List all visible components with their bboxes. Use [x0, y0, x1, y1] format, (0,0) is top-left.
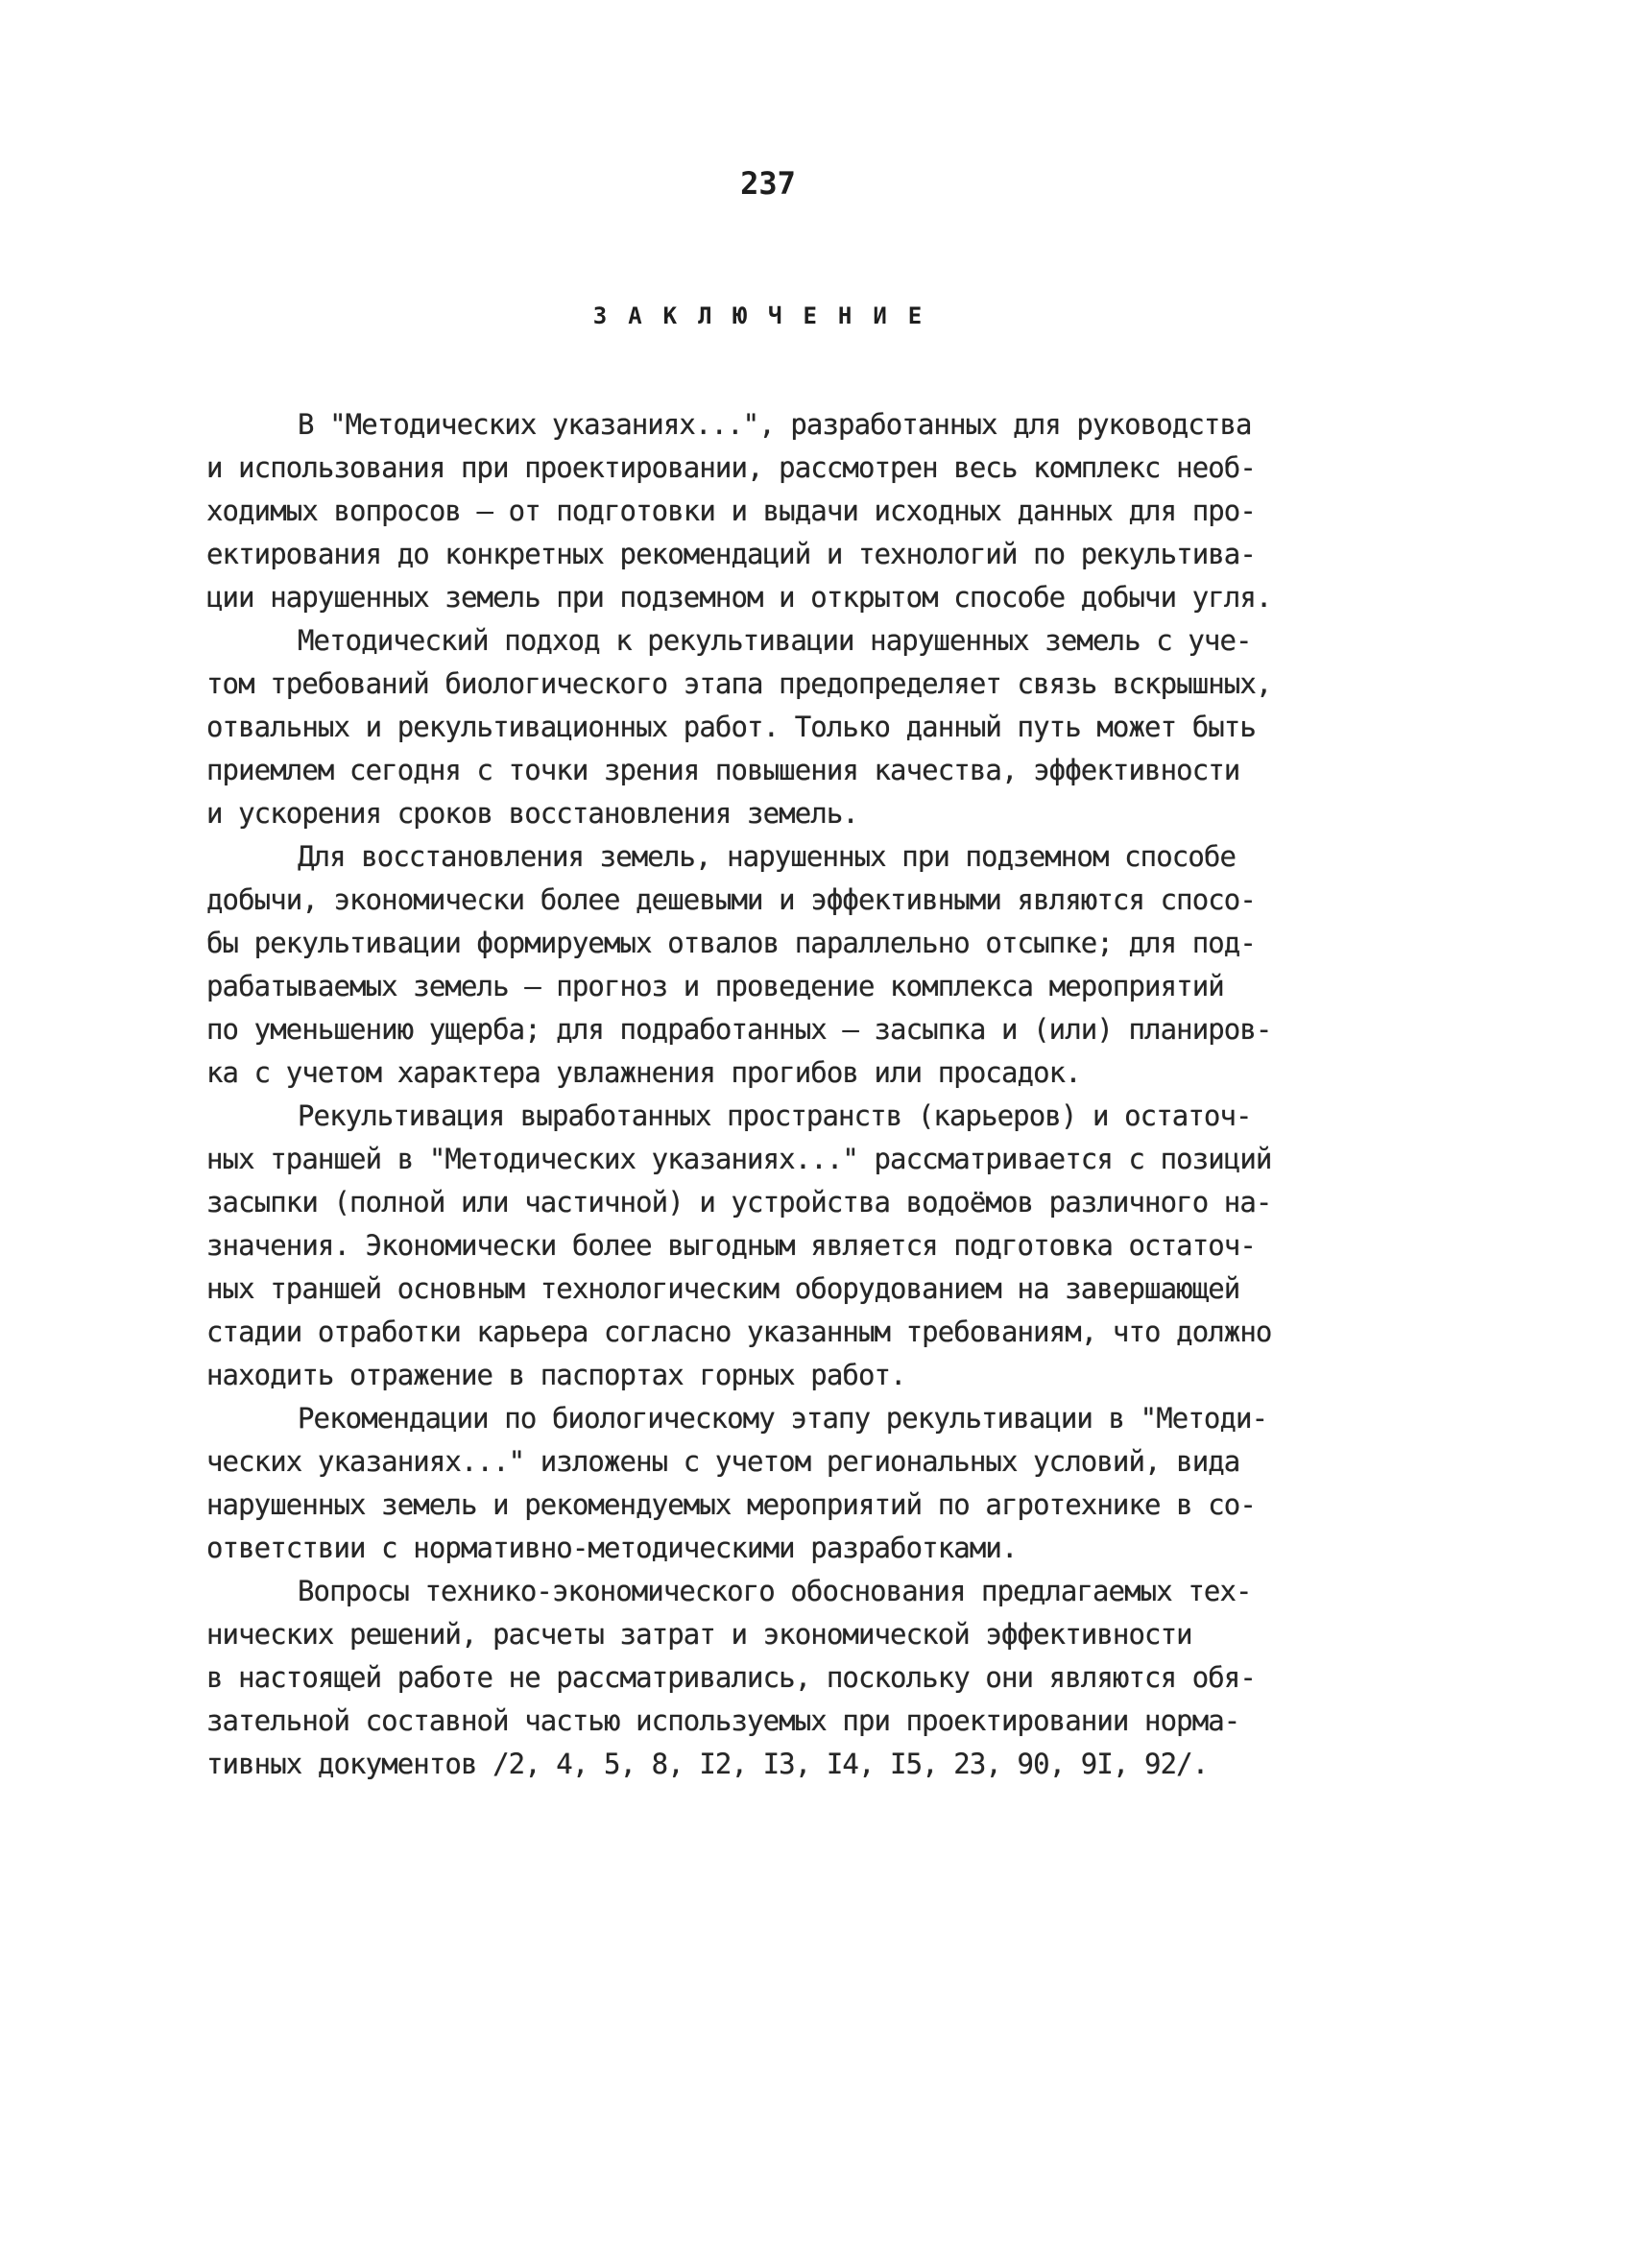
paragraph-line: ответствии с нормативно-методическими разработками.: [206, 1532, 1018, 1564]
paragraph-line: рабатываемых земель – прогноз и проведение комплекса мероприятий: [206, 970, 1224, 1002]
paragraph-line: значения. Экономически более выгодным является подготовка остаточ-: [206, 1229, 1256, 1262]
paragraph-line: нарушенных земель и рекомендуемых мероприятий по агротехнике в со-: [206, 1488, 1256, 1521]
paragraph-line: по уменьшению ущерба; для подработанных – засыпка и (или) планиров-: [206, 1013, 1272, 1046]
paragraph-line: добычи, экономически более дешевыми и эффективными являются спосо-: [206, 883, 1256, 916]
paragraph-line: ных траншей основным технологическим оборудованием на завершающей: [206, 1272, 1240, 1305]
paragraph-line: Рекомендации по биологическому этапу рекультивации в "Методи-: [298, 1402, 1268, 1435]
section-heading: ЗАКЛЮЧЕНИЕ: [592, 302, 944, 329]
paragraph-line: Методический подход к рекультивации нарушенных земель с уче-: [298, 624, 1252, 657]
paragraph-line: Вопросы технико-экономического обоснования предлагаемых тех-: [298, 1575, 1252, 1607]
paragraph-line: тивных документов /2, 4, 5, 8, I2, I3, I4, I5, 23, 90, 9I, 92/.: [206, 1748, 1209, 1780]
page-number: 237: [740, 165, 796, 202]
paragraph-line: приемлем сегодня с точки зрения повышения качества, эффективности: [206, 754, 1240, 786]
paragraph-line: и использования при проектировании, рассмотрен весь комплекс необ-: [206, 451, 1256, 484]
paragraph-line: ческих указаниях..." изложены с учетом региональных условий, вида: [206, 1445, 1240, 1478]
paragraph-line: ходимых вопросов – от подготовки и выдачи исходных данных для про-: [206, 495, 1256, 527]
paragraph-line: Для восстановления земель, нарушенных при подземном способе: [298, 840, 1237, 873]
paragraph-line: стадии отработки карьера согласно указанным требованиям, что должно: [206, 1315, 1272, 1348]
paragraph-line: ка с учетом характера увлажнения прогибов или просадок.: [206, 1056, 1081, 1089]
paragraph-line: зательной составной частью используемых при проектировании норма-: [206, 1704, 1240, 1737]
paragraph-line: отвальных и рекультивационных работ. Только данный путь может быть: [206, 711, 1256, 743]
paragraph-line: В "Методических указаниях...", разработанных для руководства: [298, 408, 1252, 441]
paragraph-line: ных траншей в "Методических указаниях..." рассматривается с позиций: [206, 1143, 1272, 1175]
body-text: [206, 403, 1454, 1786]
paragraph-line: нических решений, расчеты затрат и экономической эффективности: [206, 1618, 1192, 1651]
paragraph-line: ции нарушенных земель при подземном и открытом способе добычи угля.: [206, 581, 1272, 614]
paragraph-line: ектирования до конкретных рекомендаций и технологий по рекультива-: [206, 538, 1256, 570]
paragraph-line: в настоящей работе не рассматривались, поскольку они являются обя-: [206, 1661, 1256, 1694]
paragraph-line: бы рекультивации формируемых отвалов параллельно отсыпке; для под-: [206, 927, 1256, 959]
paragraph-line: том требований биологического этапа предопределяет связь вскрышных,: [206, 667, 1272, 700]
paragraph-line: находить отражение в паспортах горных работ.: [206, 1359, 906, 1391]
paragraph-line: и ускорения сроков восстановления земель.: [206, 797, 858, 830]
paragraph-line: засыпки (полной или частичной) и устройства водоёмов различного на-: [206, 1186, 1272, 1218]
paragraph-line: Рекультивация выработанных пространств (карьеров) и остаточ-: [298, 1099, 1252, 1132]
